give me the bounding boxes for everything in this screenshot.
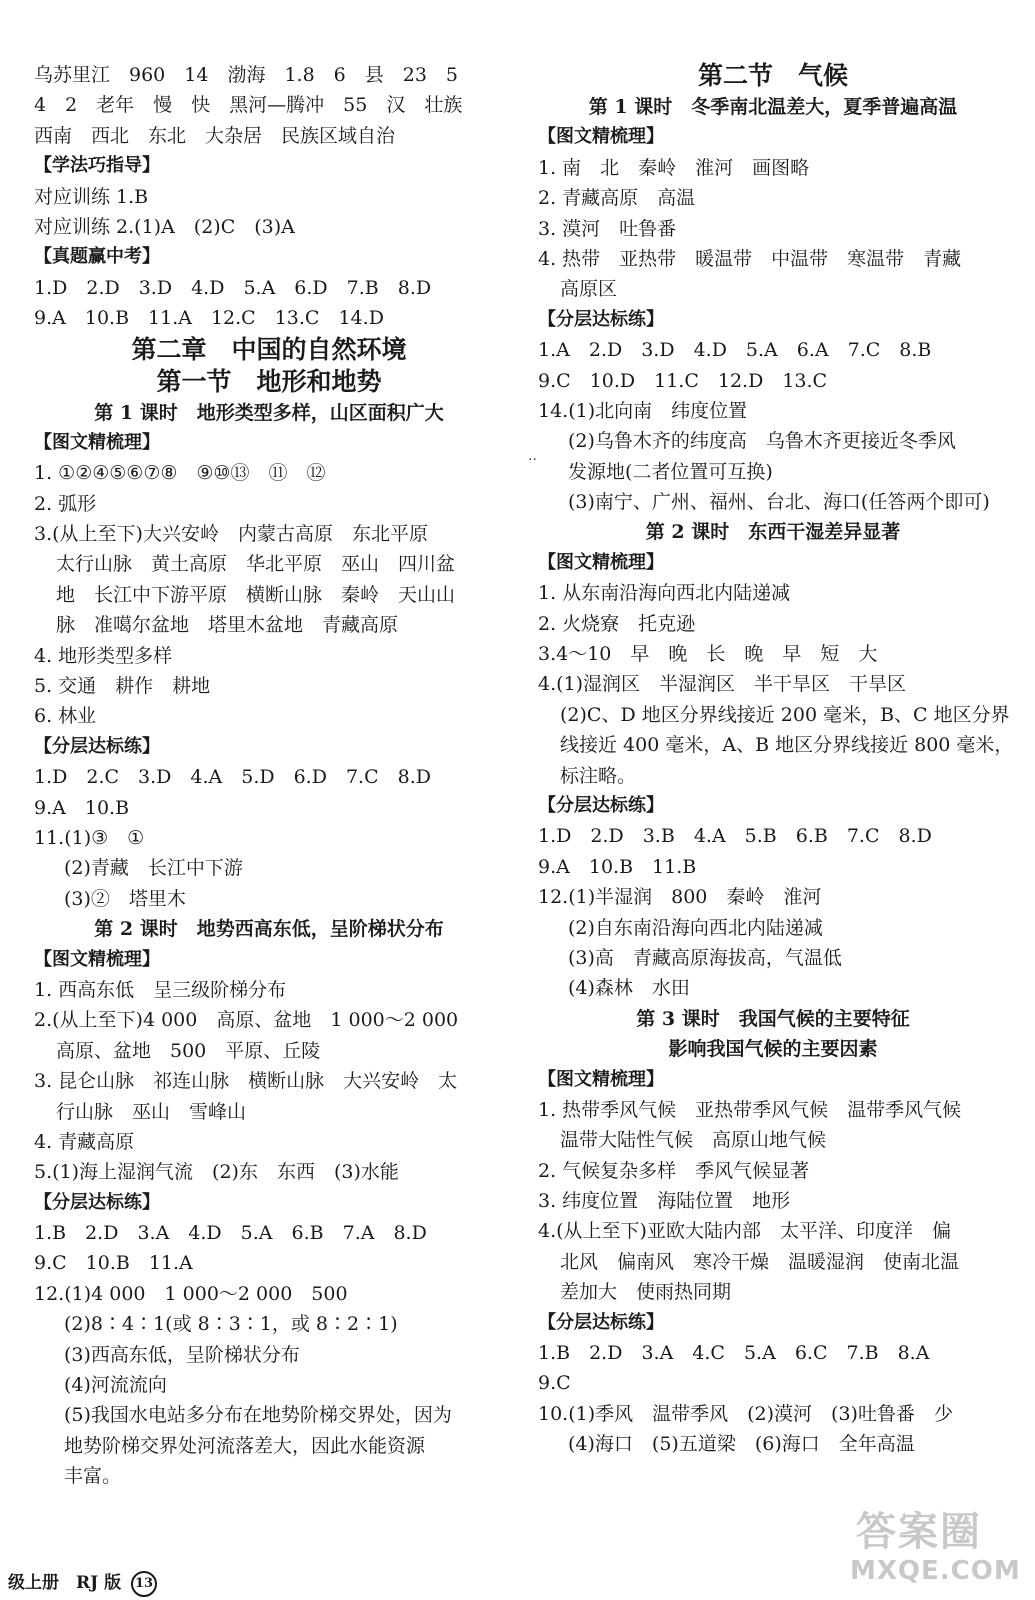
answer-line: 14.(1)北向南 纬度位置: [538, 399, 748, 422]
answer-line: 乌苏里江 960 14 渤海 1.8 6 县 23 5: [34, 64, 459, 86]
footer-text: 级上册 RJ 版: [8, 1573, 122, 1593]
answer-line: 温带大陆性气候 高原山地气候: [560, 1129, 827, 1152]
answer-line: 太行山脉 黄土高原 华北平原 巫山 四川盆: [56, 553, 456, 576]
answer-line: 2. 青藏高原 高温: [538, 187, 696, 210]
answer-line: (4)河流流向: [64, 1374, 167, 1397]
answer-line: 2. 弧形: [34, 492, 97, 515]
answer-line: (5)我国水电站多分布在地势阶梯交界处，因为: [64, 1404, 452, 1427]
section-heading: 【分层达标练】: [538, 1311, 664, 1333]
answer-line: (2)自东南沿海向西北内陆递减: [568, 916, 823, 939]
answer-line: 3. 昆仑山脉 祁连山脉 横断山脉 大兴安岭 太: [34, 1070, 458, 1093]
answer-line: 9.C: [538, 1372, 571, 1395]
answer-line: 4.(1)湿润区 半湿润区 半干旱区 干旱区: [538, 673, 907, 696]
lesson-title: 第 2 课时 东西干湿差异显著: [645, 521, 901, 544]
answer-line: 11.(1)③ ①: [34, 826, 145, 849]
answer-line: 2. 气候复杂多样 季风气候显著: [538, 1159, 810, 1182]
chapter-title: 第二章 中国的自然环境: [131, 334, 407, 364]
answer-line: 丰富。: [64, 1465, 122, 1488]
section-heading: 【图文精梳理】: [34, 948, 160, 970]
answer-line: 9.C 10.B 11.A: [34, 1252, 193, 1275]
answer-line: 6. 林业: [34, 705, 97, 728]
answer-line: 差加大 使雨热同期: [560, 1281, 732, 1304]
answer-line: 3.4～10 早 晚 长 晚 早 短 大: [538, 643, 878, 666]
answer-line: 5. 交通 耕作 耕地: [34, 675, 211, 698]
answer-line: 标注略。: [560, 764, 637, 787]
answer-line: 1. 南 北 秦岭 淮河 画图略: [538, 156, 810, 179]
answer-line: 高原、盆地 500 平原、丘陵: [56, 1039, 321, 1062]
watermark-url: MXQE.COM: [850, 1556, 1021, 1586]
answer-line: (3)南宁、广州、福州、台北、海口(任答两个即可): [568, 491, 990, 514]
answer-line: (2)乌鲁木齐的纬度高 乌鲁木齐更接近冬季风: [568, 430, 956, 453]
lesson-title: 第 1 课时 地形类型多样，山区面积广大: [94, 401, 444, 424]
section-heading: 【图文精梳理】: [34, 431, 160, 453]
answer-line: (2)C、D 地区分界线接近 200 毫米，B、C 地区分界: [560, 703, 1010, 726]
section-heading: 【图文精梳理】: [538, 551, 664, 573]
answer-line: (3)高 青藏高原海拔高，气温低: [568, 946, 842, 969]
answer-line: 1.D 2.D 3.B 4.A 5.B 6.B 7.C 8.D: [538, 825, 932, 848]
answer-line: 发源地(二者位置可互换): [568, 460, 773, 483]
lesson-title: 影响我国气候的主要因素: [668, 1038, 878, 1061]
answer-line: 4.(从上至下)亚欧大陆内部 太平洋、印度洋 偏: [538, 1220, 951, 1243]
answer-line: 9.A 10.B 11.A 12.C 13.C 14.D: [34, 307, 384, 330]
section-heading: 【图文精梳理】: [538, 1068, 664, 1090]
answer-line: 西南 西北 东北 大杂居 民族区域自治: [34, 124, 396, 147]
section-heading: 【分层达标练】: [34, 735, 160, 757]
answer-line: (4)海口 (5)五道梁 (6)海口 全年高温: [568, 1433, 915, 1456]
answer-line: 1. 热带季风气候 亚热带季风气候 温带季风气候: [538, 1098, 962, 1121]
answer-line: 4 2 老年 慢 快 黑河—腾冲 55 汉 壮族: [34, 94, 463, 117]
answer-line: 脉 准噶尔盆地 塔里木盆地 青藏高原: [56, 614, 399, 637]
margin-mark: ··: [528, 452, 537, 468]
section-heading: 【真题赢中考】: [34, 246, 160, 268]
section-heading: 【分层达标练】: [538, 308, 664, 330]
answer-line: (2)8∶4∶1(或 8∶3∶1，或 8∶2∶1): [64, 1313, 398, 1336]
answer-line: 高原区: [560, 278, 618, 301]
right-column: [538, 60, 1014, 1460]
answer-line: 对应训练 1.B: [34, 185, 149, 208]
answer-line: 地势阶梯交界处河流落差大，因此水能资源: [64, 1434, 426, 1457]
answer-line: 1.D 2.D 3.D 4.D 5.A 6.D 7.B 8.D: [34, 276, 432, 299]
section-heading: 【分层达标练】: [34, 1191, 160, 1213]
answer-line: 线接近 400 毫米，A、B 地区分界线接近 800 毫米，: [560, 734, 1014, 757]
section-heading: 【分层达标练】: [538, 794, 664, 816]
answer-line: 1. 从东南沿海向西北内陆递减: [538, 582, 791, 605]
section-heading: 【学法巧指导】: [34, 155, 160, 177]
answer-line: 1. ①②④⑤⑥⑦⑧ ⑨⑩⑬ ⑪ ⑫: [34, 462, 326, 485]
answer-line: 1.D 2.C 3.D 4.A 5.D 6.D 7.C 8.D: [34, 766, 431, 789]
answer-line: 2. 火烧寮 托克逊: [538, 612, 696, 635]
answer-line: (3)② 塔里木: [64, 887, 186, 910]
answer-line: 1. 西高东低 呈三级阶梯分布: [34, 978, 287, 1001]
page-number: 13: [131, 1571, 157, 1597]
answer-line: (3)西高东低，呈阶梯状分布: [64, 1343, 300, 1366]
answer-line: 3. 漠河 吐鲁番: [538, 217, 677, 240]
answer-line: (4)森林 水田: [568, 977, 690, 1000]
answer-line: 4. 热带 亚热带 暖温带 中温带 寒温带 青藏: [538, 247, 962, 270]
answer-line: 对应训练 2.(1)A (2)C (3)A: [34, 215, 295, 238]
answer-line: 9.A 10.B 11.B: [538, 855, 697, 878]
answer-line: 行山脉 巫山 雪峰山: [56, 1100, 247, 1123]
answer-line: 4. 地形类型多样: [34, 644, 173, 667]
section-title: 第一节 地形和地势: [156, 366, 382, 396]
answer-line: 1.B 2.D 3.A 4.C 5.A 6.C 7.B 8.A: [538, 1342, 930, 1365]
answer-line: 4. 青藏高原: [34, 1130, 135, 1153]
answer-line: 12.(1)4 000 1 000～2 000 500: [34, 1282, 348, 1305]
answer-line: 9.C 10.D 11.C 12.D 13.C: [538, 369, 828, 392]
section-title: 第二节 气候: [697, 61, 848, 90]
answer-line: 5.(1)海上湿润气流 (2)东 东西 (3)水能: [34, 1161, 399, 1184]
page-footer: [8, 1568, 157, 1597]
answer-line: (2)青藏 长江中下游: [64, 857, 243, 880]
lesson-title: 第 2 课时 地势西高东低，呈阶梯状分布: [94, 918, 444, 941]
answer-line: 1.B 2.D 3.A 4.D 5.A 6.B 7.A 8.D: [34, 1222, 427, 1245]
answer-line: 1.A 2.D 3.D 4.D 5.A 6.A 7.C 8.B: [538, 339, 932, 362]
answer-line: 北风 偏南风 寒冷干燥 温暖湿润 使南北温: [560, 1250, 960, 1273]
answer-line: 2.(从上至下)4 000 高原、盆地 1 000～2 000: [34, 1009, 459, 1032]
answer-line: 地 长江中下游平原 横断山脉 秦岭 天山山: [56, 583, 456, 606]
watermark-text: 答案圈: [856, 1509, 982, 1555]
answer-line: 3. 纬度位置 海陆位置 地形: [538, 1190, 791, 1213]
answer-line: 12.(1)半湿润 800 秦岭 淮河: [538, 886, 822, 909]
watermark-logo: [836, 1500, 1026, 1592]
section-heading: 【图文精梳理】: [538, 126, 664, 148]
answer-line: 3.(从上至下)大兴安岭 内蒙古高原 东北平原: [34, 523, 428, 546]
answer-line: 9.A 10.B: [34, 796, 130, 819]
lesson-title: 第 3 课时 我国气候的主要特征: [636, 1007, 910, 1030]
left-column: [34, 60, 504, 1492]
lesson-title: 第 1 课时 冬季南北温差大，夏季普遍高温: [588, 96, 958, 118]
answer-line: 10.(1)季风 温带季风 (2)漠河 (3)吐鲁番 少: [538, 1402, 953, 1425]
